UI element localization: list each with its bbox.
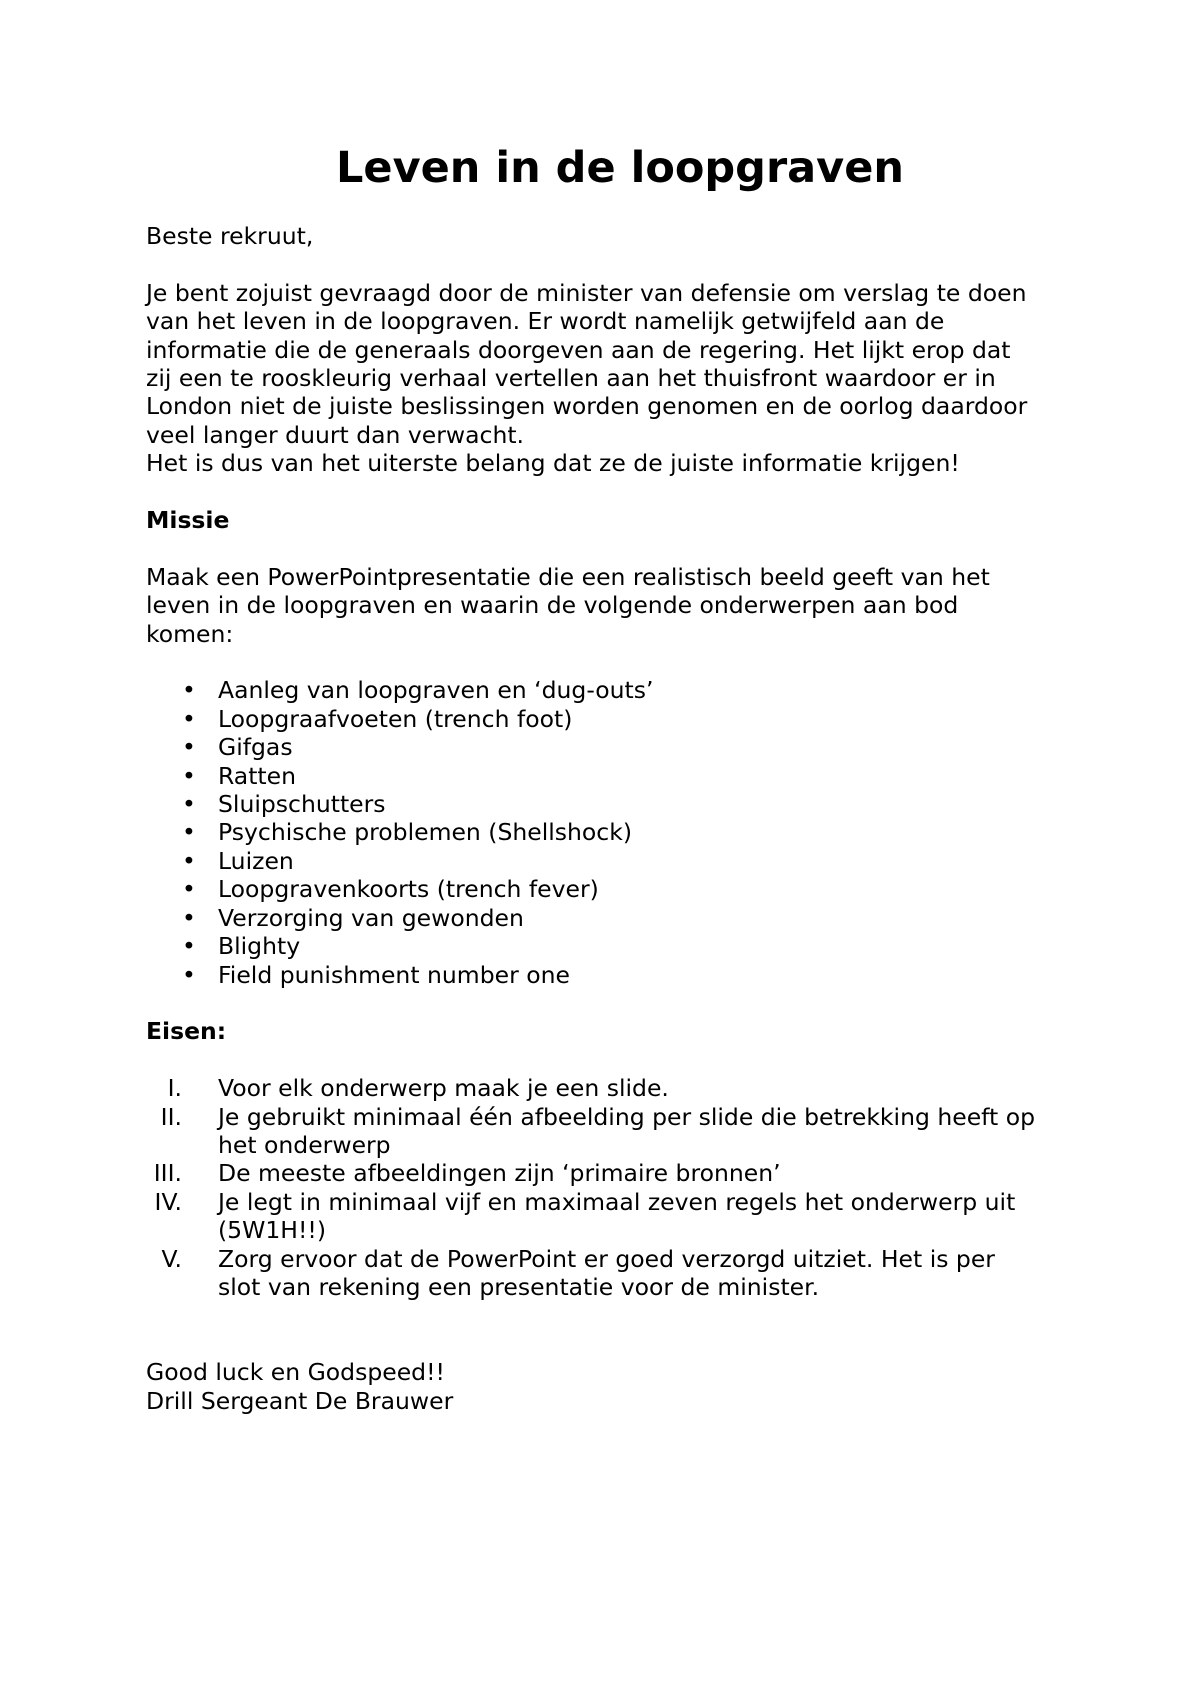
intro-line: van het leven in de loopgraven. Er wordt namelijk getwijfeld aan de (146, 307, 945, 336)
topic-label: Ratten (218, 761, 296, 790)
bullet-icon: • (182, 761, 196, 790)
bullet-icon: • (182, 704, 196, 733)
requirement-line: Voor elk onderwerp maak je een slide. (218, 1074, 669, 1103)
mission-heading: Missie (146, 506, 230, 535)
bullet-icon: • (182, 733, 196, 762)
signoff-line: Good luck en Godspeed!! (146, 1358, 445, 1387)
mission-line: komen: (146, 619, 234, 648)
page-title: Leven in de loopgraven (336, 143, 904, 193)
requirement-line: het onderwerp (218, 1130, 391, 1159)
requirement-line: slot van rekening een presentatie voor de minister. (218, 1272, 820, 1301)
requirements-list (146, 1074, 1076, 1301)
list-item (146, 875, 1076, 903)
list-item (146, 1103, 1076, 1160)
greeting: Beste rekruut, (146, 222, 314, 250)
requirement-line: Je legt in minimaal vijf en maximaal zeven regels het onderwerp uit (218, 1187, 1016, 1216)
list-item (146, 1074, 1076, 1102)
list-item (146, 1159, 1076, 1187)
roman-numeral: IV. (154, 1187, 182, 1216)
roman-numeral: V. (161, 1244, 182, 1273)
signature-name: Drill Sergeant De Brauwer (146, 1386, 454, 1415)
bullet-icon: • (182, 875, 196, 904)
bullet-icon: • (182, 790, 196, 819)
topic-label: Field punishment number one (218, 960, 570, 989)
bullet-icon: • (182, 932, 196, 961)
document-body (146, 140, 1076, 1415)
topic-label: Luizen (218, 846, 294, 875)
signoff (146, 1358, 1076, 1415)
list-item (146, 1245, 1076, 1302)
topic-label: Loopgraafvoeten (trench foot) (218, 704, 573, 733)
intro-paragraph (146, 279, 1076, 478)
intro-line: veel langer duurt dan verwacht. (146, 420, 525, 449)
topic-label: Blighty (218, 932, 301, 961)
list-item (146, 676, 1076, 704)
list-item (146, 762, 1076, 790)
bullet-icon: • (182, 960, 196, 989)
bullet-icon: • (182, 846, 196, 875)
list-item (146, 961, 1076, 989)
list-item (146, 790, 1076, 818)
mission-line: Maak een PowerPointpresentatie die een realistisch beeld geeft van het (146, 562, 990, 591)
list-item (146, 705, 1076, 733)
roman-numeral: III. (153, 1159, 182, 1188)
topic-label: Gifgas (218, 733, 293, 762)
list-item (146, 847, 1076, 875)
mission-line: leven in de loopgraven en waarin de volgende onderwerpen aan bod (146, 591, 959, 620)
bullet-icon: • (182, 676, 196, 705)
list-item (146, 733, 1076, 761)
intro-line: Het is dus van het uiterste belang dat ze de juiste informatie krijgen! (146, 449, 960, 478)
mission-paragraph (146, 563, 1076, 648)
bullet-icon: • (182, 818, 196, 847)
requirement-line: (5W1H!!) (218, 1216, 326, 1245)
requirement-line: Je gebruikt minimaal één afbeelding per slide die betrekking heeft op (218, 1102, 1036, 1131)
list-item (146, 932, 1076, 960)
bullet-icon: • (182, 903, 196, 932)
topic-label: Psychische problemen (Shellshock) (218, 818, 633, 847)
intro-line: zij een te rooskleurig verhaal vertellen aan het thuisfront waardoor er in (146, 364, 996, 393)
intro-line: London niet de juiste beslissingen worden genomen en de oorlog daardoor (146, 392, 1028, 421)
list-item (146, 904, 1076, 932)
requirements-heading: Eisen: (146, 1017, 227, 1046)
roman-numeral: II. (160, 1102, 182, 1131)
topic-label: Sluipschutters (218, 790, 386, 819)
requirement-line: De meeste afbeeldingen zijn ‘primaire bronnen’ (218, 1159, 781, 1188)
intro-line: Je bent zojuist gevraagd door de minister van defensie om verslag te doen (146, 278, 1027, 307)
intro-line: informatie die de generaals doorgeven aan de regering. Het lijkt erop dat (146, 335, 1011, 364)
list-item (146, 1188, 1076, 1245)
requirement-line: Zorg ervoor dat de PowerPoint er goed verzorgd uitziet. Het is per (218, 1244, 995, 1273)
list-item (146, 818, 1076, 846)
topic-list (146, 676, 1076, 988)
roman-numeral: I. (167, 1074, 182, 1103)
topic-label: Aanleg van loopgraven en ‘dug-outs’ (218, 676, 654, 705)
topic-label: Verzorging van gewonden (218, 903, 524, 932)
topic-label: Loopgravenkoorts (trench fever) (218, 875, 599, 904)
